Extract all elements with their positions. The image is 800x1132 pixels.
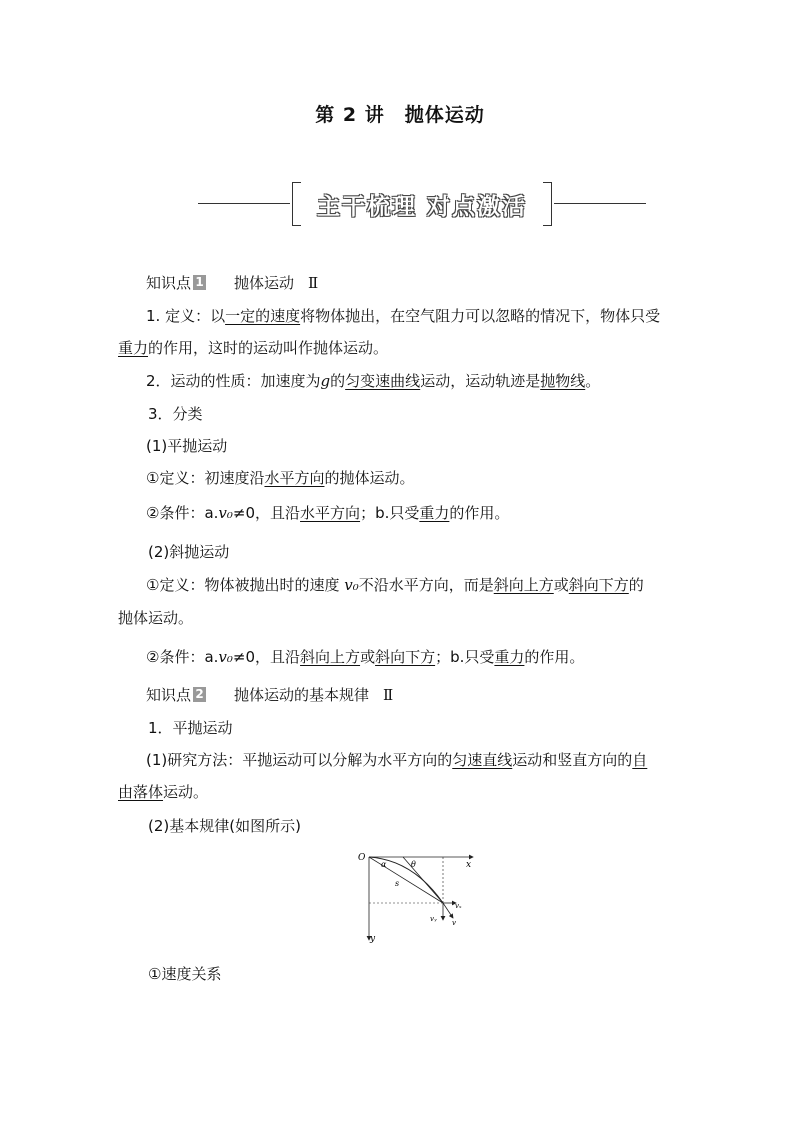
text: 或 xyxy=(553,576,569,594)
text: 的 xyxy=(628,576,644,594)
blank-answer: 水平方向 xyxy=(264,469,325,487)
kp-label: 知识点 xyxy=(146,274,192,292)
paragraph-research-method xyxy=(146,749,647,770)
blank-answer: 斜向上方 xyxy=(300,648,361,666)
kp-number-badge: 1 xyxy=(193,275,206,290)
kp-level: Ⅱ xyxy=(383,686,394,704)
blank-answer: 自 xyxy=(632,751,648,769)
text: 的 xyxy=(330,372,346,390)
paragraph-definition-cont xyxy=(118,337,388,358)
kp-name: 抛体运动的基本规律 xyxy=(234,686,370,704)
symbol-v0: v₀ xyxy=(344,576,359,594)
label-vx: vₓ xyxy=(455,902,462,910)
text: 运动。 xyxy=(163,783,209,801)
tangent-line xyxy=(403,857,443,903)
text: ≠0，且沿 xyxy=(232,504,301,522)
text: ①定义：物体被抛出时的速度 xyxy=(146,576,345,594)
text: 或 xyxy=(360,648,376,666)
label-alpha: α xyxy=(381,860,387,869)
v-vector xyxy=(443,903,453,918)
symbol-v0: v₀ xyxy=(218,648,233,666)
label-vy: vᵧ xyxy=(430,915,437,923)
paragraph-nature xyxy=(146,370,600,391)
paragraph-oblique-definition-cont: 抛体运动。 xyxy=(118,609,194,627)
text: 的作用。 xyxy=(449,504,510,522)
heading-oblique-projectile: (2)斜抛运动 xyxy=(148,543,230,561)
paragraph-oblique-definition xyxy=(146,574,644,595)
symbol-v0: v₀ xyxy=(218,504,233,522)
text: 的作用。 xyxy=(524,648,585,666)
heading-basic-laws: (2)基本规律(如图所示) xyxy=(148,817,301,835)
heading-horizontal-projectile: (1)平抛运动 xyxy=(146,437,228,455)
paragraph-research-method-cont xyxy=(118,781,208,802)
blank-answer: 斜向上方 xyxy=(493,576,554,594)
blank-answer: 重力 xyxy=(419,504,450,522)
banner-rule-right xyxy=(554,203,646,204)
section-banner xyxy=(198,182,646,226)
blank-answer: 抛物线 xyxy=(540,372,586,390)
heading-classification: 3．分类 xyxy=(148,405,203,423)
text: 的抛体运动。 xyxy=(324,469,415,487)
banner-text: 主干梳理 对点激活 xyxy=(316,193,527,220)
text: 不沿水平方向，而是 xyxy=(358,576,494,594)
blank-answer: 水平方向 xyxy=(300,504,361,522)
paragraph-horizontal-definition xyxy=(146,467,414,488)
label-origin: O xyxy=(358,853,366,863)
knowledge-point-1 xyxy=(146,272,318,293)
page-title: 第 2 讲 抛体运动 xyxy=(315,104,485,126)
knowledge-point-2 xyxy=(146,684,393,705)
symbol-g: g xyxy=(320,372,331,390)
label-y: y xyxy=(370,934,376,944)
blank-answer: 匀变速曲线 xyxy=(345,372,421,390)
blank-answer: 重力 xyxy=(494,648,525,666)
text: ；b.只受 xyxy=(360,504,420,522)
blank-answer: 匀速直线 xyxy=(452,751,513,769)
blank-answer: 由落体 xyxy=(118,783,164,801)
banner-bracket-left xyxy=(292,182,301,226)
text: 运动，运动轨迹是 xyxy=(420,372,541,390)
blank-answer: 一定的速度 xyxy=(225,307,301,325)
kp-number-badge: 2 xyxy=(193,687,206,702)
paragraph-definition xyxy=(146,305,660,326)
blank-answer: 斜向下方 xyxy=(568,576,629,594)
heading-velocity-relation: ①速度关系 xyxy=(148,965,222,983)
kp-label: 知识点 xyxy=(146,686,192,704)
kp-level: Ⅱ xyxy=(308,274,319,292)
banner-bracket-right xyxy=(543,182,552,226)
banner-rule-left xyxy=(198,203,290,204)
paragraph-horizontal-condition xyxy=(146,502,509,523)
text: ②条件：a. xyxy=(146,648,219,666)
text: ①定义：初速度沿 xyxy=(146,469,265,487)
blank-answer: 斜向下方 xyxy=(375,648,436,666)
text: (1)研究方法：平抛运动可以分解为水平方向的 xyxy=(146,751,453,769)
label-s: s xyxy=(395,879,400,888)
heading-horizontal-projectile-2: 1．平抛运动 xyxy=(148,719,233,737)
paragraph-oblique-condition xyxy=(146,646,584,667)
text: ≠0，且沿 xyxy=(232,648,301,666)
projectile-diagram xyxy=(355,848,480,946)
label-x: x xyxy=(466,860,472,870)
kp-name: 抛体运动 xyxy=(234,274,295,292)
text: 运动和竖直方向的 xyxy=(512,751,633,769)
text: 的作用，这时的运动叫作抛体运动。 xyxy=(148,339,389,357)
label-theta: θ xyxy=(411,860,416,869)
text: 。 xyxy=(585,372,601,390)
text: ；b.只受 xyxy=(435,648,495,666)
text: 将物体抛出，在空气阻力可以忽略的情况下，物体只受 xyxy=(300,307,661,325)
blank-answer: 重力 xyxy=(118,339,149,357)
label-v: v xyxy=(452,919,456,927)
text: 2．运动的性质：加速度为 xyxy=(146,372,321,390)
text: ②条件：a. xyxy=(146,504,219,522)
text: 1. 定义：以 xyxy=(146,307,226,325)
